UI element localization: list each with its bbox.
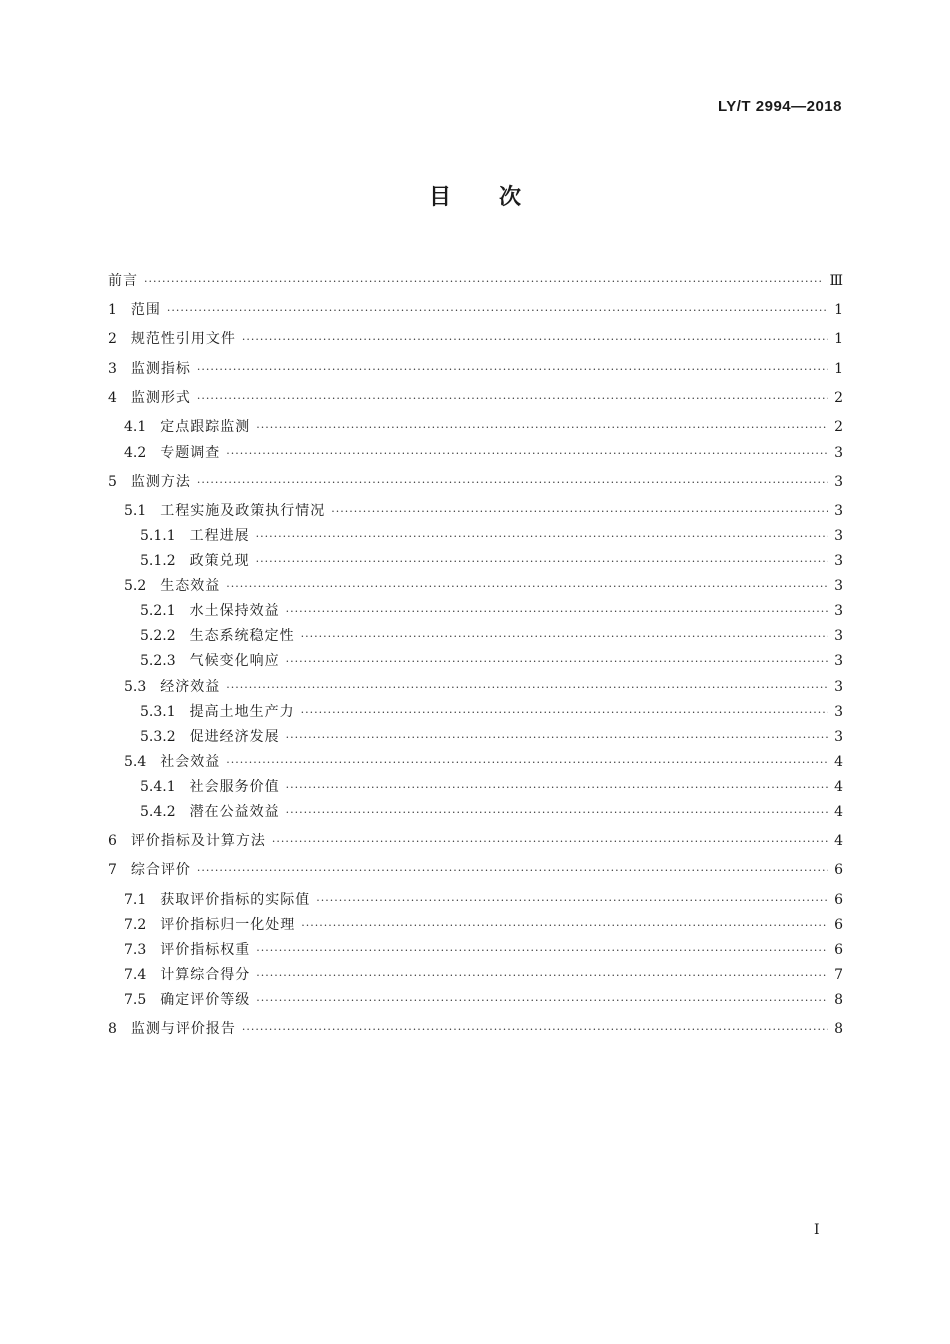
toc-entry[interactable] xyxy=(108,1018,843,1038)
toc-entry[interactable] xyxy=(108,600,843,620)
toc-entry-label: 经济效益 xyxy=(160,679,221,695)
toc-entry-page: 3 xyxy=(834,578,843,594)
toc-entry-page: 6 xyxy=(834,892,843,908)
toc-entry-label: 获取评价指标的实际值 xyxy=(160,892,311,908)
dot-leader xyxy=(144,275,823,288)
toc-entry-page: 7 xyxy=(834,967,843,983)
toc-entry-number: 7.2 xyxy=(124,917,147,933)
toc-entry-label: 社会效益 xyxy=(160,754,221,770)
dot-leader xyxy=(197,476,828,489)
toc-entry[interactable] xyxy=(108,328,843,348)
dot-leader xyxy=(197,363,828,376)
dot-leader xyxy=(226,447,828,460)
toc-entry[interactable] xyxy=(108,387,843,407)
standard-code: LY/T 2994—2018 xyxy=(717,98,842,115)
toc-entry-label: 综合评价 xyxy=(130,862,191,878)
toc-entry-label: 专题调查 xyxy=(160,445,221,461)
toc-entry[interactable] xyxy=(108,889,843,909)
toc-entry-page: 4 xyxy=(834,754,843,770)
toc-entry-page: 8 xyxy=(834,992,843,1008)
toc-entry-number: 8 xyxy=(108,1021,117,1037)
toc-entry-number: 1 xyxy=(108,302,117,318)
toc-entry-label: 监测与评价报告 xyxy=(130,1021,236,1037)
dot-leader xyxy=(256,994,828,1007)
dot-leader xyxy=(256,969,828,982)
toc-entry-label: 监测形式 xyxy=(130,390,191,406)
toc-entry-page: 6 xyxy=(834,942,843,958)
toc-entry-number: 5.2.1 xyxy=(140,603,176,619)
toc-entry-number: 4 xyxy=(108,390,117,406)
toc-entry-number: 7.1 xyxy=(124,892,147,908)
dot-leader xyxy=(226,580,828,593)
dot-leader xyxy=(272,835,828,848)
toc-entry[interactable] xyxy=(108,914,843,934)
toc-entry-number: 7.5 xyxy=(124,992,147,1008)
toc-entry-number: 5.4.1 xyxy=(140,779,176,795)
dot-leader xyxy=(197,864,828,877)
toc-entry[interactable] xyxy=(108,575,843,595)
dot-leader xyxy=(256,530,828,543)
toc-entry-number: 7.3 xyxy=(124,942,147,958)
toc-entry-number: 3 xyxy=(108,361,117,377)
toc-entry-page: 8 xyxy=(834,1021,843,1037)
toc-entry-number: 4.1 xyxy=(124,419,147,435)
dot-leader xyxy=(256,555,828,568)
toc-entry-label: 促进经济发展 xyxy=(189,729,280,745)
toc-entry-label: 提高土地生产力 xyxy=(189,704,295,720)
toc-entry-page: 3 xyxy=(834,729,843,745)
toc-entry-label: 前言 xyxy=(108,273,138,289)
toc-entry[interactable] xyxy=(108,964,843,984)
toc-entry[interactable] xyxy=(108,270,843,290)
toc-entry-page: 2 xyxy=(834,419,843,435)
toc-entry-label: 评价指标权重 xyxy=(160,942,251,958)
toc-entry-number: 4.2 xyxy=(124,445,147,461)
toc-entry-page: 3 xyxy=(834,603,843,619)
toc-entry-page: 3 xyxy=(834,503,843,519)
dot-leader xyxy=(242,333,828,346)
dot-leader xyxy=(167,304,828,317)
toc-entry-number: 5.2 xyxy=(124,578,147,594)
page-number: I xyxy=(814,1222,820,1238)
toc-entry-number: 5 xyxy=(108,474,117,490)
dot-leader xyxy=(286,806,828,819)
page-title: 目次 xyxy=(428,185,569,210)
toc-entry-label: 范围 xyxy=(130,302,161,318)
toc-entry-page: Ⅲ xyxy=(829,273,843,289)
toc-entry-label: 计算综合得分 xyxy=(160,967,251,983)
toc-entry-number: 7 xyxy=(108,862,117,878)
toc-entry-page: 4 xyxy=(834,804,843,820)
toc-entry-page: 1 xyxy=(834,331,843,347)
dot-leader xyxy=(301,919,828,932)
toc-entry[interactable] xyxy=(108,939,843,959)
toc-entry-number: 5.4 xyxy=(124,754,147,770)
dot-leader xyxy=(286,605,828,618)
toc-entry-page: 6 xyxy=(834,917,843,933)
toc-entry-page: 4 xyxy=(834,779,843,795)
toc-entry-number: 5.1 xyxy=(124,503,147,519)
toc-entry-label: 监测指标 xyxy=(130,361,191,377)
toc-entry-page: 3 xyxy=(834,553,843,569)
toc-entry[interactable] xyxy=(108,442,843,462)
dot-leader xyxy=(242,1023,828,1036)
toc-entry[interactable] xyxy=(108,525,843,545)
toc-entry[interactable] xyxy=(108,989,843,1009)
dot-leader xyxy=(286,731,828,744)
toc-entry[interactable] xyxy=(108,299,843,319)
toc-entry-label: 气候变化响应 xyxy=(189,653,280,669)
toc-entry-label: 生态效益 xyxy=(160,578,221,594)
toc-entry-number: 5.3.1 xyxy=(140,704,176,720)
toc-entry-page: 1 xyxy=(834,302,843,318)
toc-entry-label: 工程进展 xyxy=(189,528,250,544)
toc-entry[interactable] xyxy=(108,550,843,570)
toc-entry-page: 3 xyxy=(834,628,843,644)
toc-entry-number: 5.1.1 xyxy=(140,528,176,544)
toc-entry[interactable] xyxy=(108,416,843,436)
toc-entry-number: 5.3 xyxy=(124,679,147,695)
toc-entry[interactable] xyxy=(108,358,843,378)
toc-entry-page: 3 xyxy=(834,445,843,461)
toc-entry-number: 5.2.3 xyxy=(140,653,176,669)
toc-entry-page: 1 xyxy=(834,361,843,377)
dot-leader xyxy=(226,756,828,769)
dot-leader xyxy=(226,681,828,694)
toc-entry-label: 工程实施及政策执行情况 xyxy=(160,503,326,519)
dot-leader xyxy=(301,706,828,719)
toc-entry-label: 政策兑现 xyxy=(189,553,250,569)
dot-leader xyxy=(286,655,828,668)
toc-entry-number: 5.3.2 xyxy=(140,729,176,745)
toc-entry-label: 生态系统稳定性 xyxy=(189,628,295,644)
toc-entry-page: 3 xyxy=(834,474,843,490)
toc-entry-label: 水土保持效益 xyxy=(189,603,280,619)
toc-entry-label: 规范性引用文件 xyxy=(130,331,236,347)
toc-entry-label: 监测方法 xyxy=(130,474,191,490)
toc-entry-label: 社会服务价值 xyxy=(189,779,280,795)
toc-entry-label: 确定评价等级 xyxy=(160,992,251,1008)
toc-entry-page: 3 xyxy=(834,704,843,720)
toc-entry[interactable] xyxy=(108,776,843,796)
toc-entry-label: 潜在公益效益 xyxy=(189,804,280,820)
toc-entry[interactable] xyxy=(108,859,843,879)
toc-entry-number: 5.2.2 xyxy=(140,628,176,644)
toc-entry[interactable] xyxy=(108,701,843,721)
toc-entry[interactable] xyxy=(108,500,843,520)
toc-entry-label: 评价指标归一化处理 xyxy=(160,917,296,933)
toc-entry-page: 3 xyxy=(834,679,843,695)
dot-leader xyxy=(331,505,828,518)
toc-entry-number: 7.4 xyxy=(124,967,147,983)
dot-leader xyxy=(256,421,828,434)
dot-leader xyxy=(256,944,828,957)
toc-entry[interactable] xyxy=(108,830,843,850)
toc-entry-label: 定点跟踪监测 xyxy=(160,419,251,435)
toc-entry-page: 2 xyxy=(834,390,843,406)
toc-entry[interactable] xyxy=(108,676,843,696)
toc-entry-page: 6 xyxy=(834,862,843,878)
toc-entry[interactable] xyxy=(108,650,843,670)
toc-entry-number: 5.1.2 xyxy=(140,553,176,569)
dot-leader xyxy=(197,392,828,405)
toc-entry[interactable] xyxy=(108,801,843,821)
dot-leader xyxy=(301,630,828,643)
toc-entry-page: 3 xyxy=(834,653,843,669)
toc-entry-number: 5.4.2 xyxy=(140,804,176,820)
toc-entry[interactable] xyxy=(108,726,843,746)
toc-entry-page: 4 xyxy=(834,833,843,849)
toc-entry-number: 2 xyxy=(108,331,117,347)
toc-entry[interactable] xyxy=(108,625,843,645)
dot-leader xyxy=(316,894,828,907)
dot-leader xyxy=(286,781,828,794)
toc-entry-label: 评价指标及计算方法 xyxy=(130,833,266,849)
toc-entry-page: 3 xyxy=(834,528,843,544)
toc-entry[interactable] xyxy=(108,471,843,491)
toc-entry-number: 6 xyxy=(108,833,117,849)
toc-entry[interactable] xyxy=(108,751,843,771)
